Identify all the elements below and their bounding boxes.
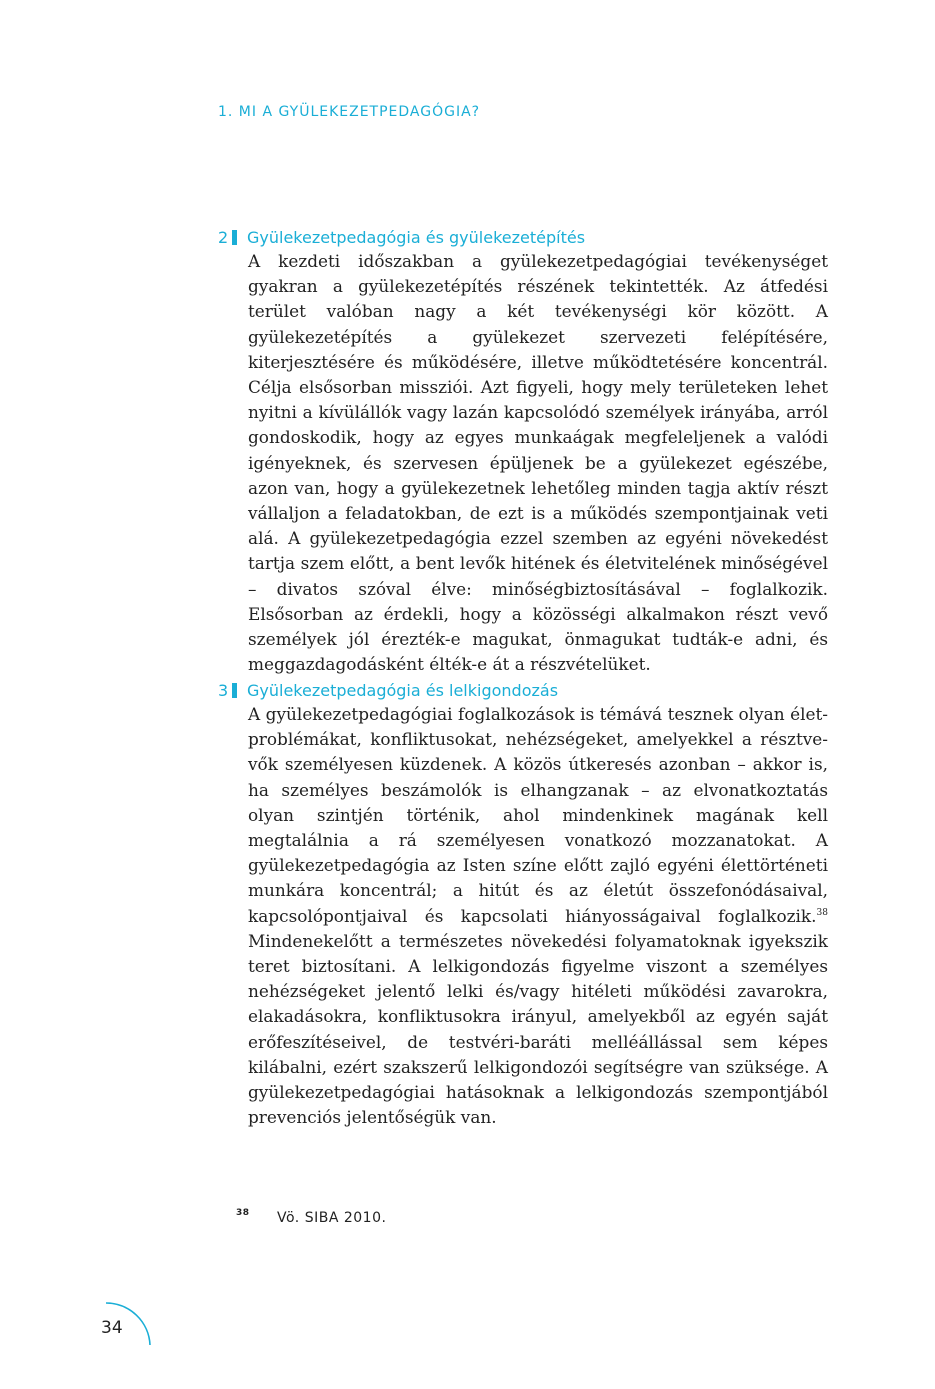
section-3	[218, 680, 828, 1130]
page-number: 34	[101, 1318, 123, 1338]
section-number: 3	[218, 680, 229, 700]
footnote-text: Vö. SIBA 2010.	[277, 1210, 387, 1226]
section-body	[248, 702, 828, 1130]
section-heading	[218, 227, 828, 247]
section-marker-bar	[232, 230, 237, 245]
section-body: A kezdeti időszakban a gyülekezetpedagógiai tevékenységet gyakran a gyülekezetépítés részének tekintették. Az átfedési terület valóban nagy a két tevékenységi kör között. A gyülekezetépítés a gyülekezet szervezeti felépítésére, kiterjesztésére és működésére, illetve működtetésére koncentrál. Célja elsősorban missziói. Azt figyeli, hogy mely területeken lehet nyitni a kívülállók vagy lazán kapcsolódó személyek irányába, arról gondoskodik, hogy az egyes munkaágak megfeleljenek a valódi igényeknek, és szervesen épüljenek be a gyülekezet egészébe, azon van, hogy a gyülekezetnek lehetőleg minden tagja aktív részt vállaljon a feladatokban, de ezt is a működés szempontjainak veti alá. A gyülekezetpedagógia ezzel szemben az egyéni növekedést tartja szem előtt, a bent levők hitének és életvitelének minőségével – divatos szóval élve: minőségbiztosításával – foglalkozik. Elsősorban az érdekli, hogy a közösségi alkalmakon részt vevő személyek jól érezték-e magukat, önmagukat tudták-e adni, és meggazdagodásként élték-e át a részvételüket.	[248, 251, 828, 675]
footnote-reference[interactable]: 38	[816, 907, 828, 918]
section-2	[218, 227, 828, 677]
section-title: Gyülekezetpedagógia és gyülekezetépítés	[247, 227, 586, 247]
section-number: 2	[218, 227, 229, 247]
section-title: Gyülekezetpedagógia és lelkigondozás	[247, 680, 559, 700]
footnote-number: 38	[236, 1208, 250, 1218]
running-head: 1. MI A GYÜLEKEZETPEDAGÓGIA?	[218, 104, 481, 120]
body-text: Mindenekelőtt a természetes növekedési folyamatoknak igyekszik teret biztosítani. A lelkigondozás figyelme viszont a személyes nehézségeket jelentő lelki és/vagy hitéleti működési zavarokra, elakadásokra, konfliktusokra irányul, amelyekből az egyén saját erőfeszítéseivel, de testvéri-baráti melléállással sem képes kilábalni, ezért szakszerű lelkigondozói segítségre van szüksége. A gyülekezetpedagógiai hatásoknak a lelkigondozás szempontjából prevenciós jelentőségük van.	[248, 930, 828, 1128]
section-marker-bar	[232, 683, 237, 698]
section-heading	[218, 680, 828, 700]
body-text: A gyülekezetpedagógiai foglalkozások is témává tesznek olyan életproblémákat, konfliktusokat, nehézségeket, amelyekkel a résztvevők személyesen küzdenek. A közös útkeresés azonban – akkor is, ha személyes beszámolók is elhangzanak – az elvonatkoztatás olyan szintjén történik, ahol mindenkinek magának kell megtalálnia a rá személyesen vonatkozó mozzanatokat. A gyülekezetpedagógia az Isten színe előtt zajló egyéni élettörténeti munkára koncentrál; a hitút és az életút összefonódásaival, kapcsolópontjaival és kapcsolati hiányosságaival foglalkozik.	[248, 704, 828, 926]
